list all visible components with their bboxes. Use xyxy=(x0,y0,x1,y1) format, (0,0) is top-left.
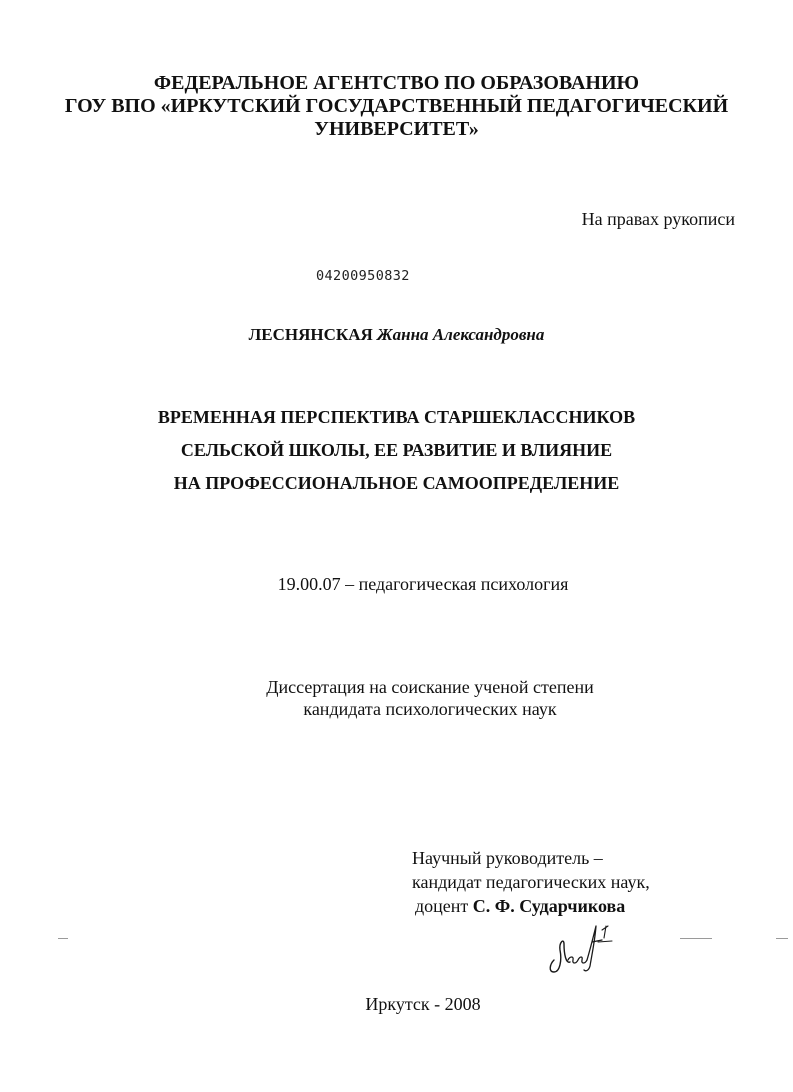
dissertation-title xyxy=(0,401,793,500)
supervisor-name: С. Ф. Сударчикова xyxy=(472,896,626,916)
title-line-2: СЕЛЬСКОЙ ШКОЛЫ, ЕЕ РАЗВИТИЕ И ВЛИЯНИЕ xyxy=(180,440,613,460)
supervisor-line-2: кандидат педагогических наук, xyxy=(412,872,650,892)
degree-line-1: Диссертация на соискание ученой степени xyxy=(266,677,594,697)
manuscript-rights-note: На правах рукописи xyxy=(581,209,735,229)
catalog-number: 04200950832 xyxy=(316,268,410,284)
title-line-1: ВРЕМЕННАЯ ПЕРСПЕКТИВА СТАРШЕКЛАССНИКОВ xyxy=(157,407,636,427)
degree-line-2: кандидата психологических наук xyxy=(303,699,557,719)
scan-artifact-edge xyxy=(776,938,788,939)
organization-line-3: УНИВЕРСИТЕТ» xyxy=(314,118,479,140)
specialty-code: 19.00.07 – педагогическая психология xyxy=(277,574,569,594)
scan-artifact-left xyxy=(58,938,68,939)
organization-line-1: ФЕДЕРАЛЬНОЕ АГЕНТСТВО ПО ОБРАЗОВАНИЮ xyxy=(153,72,640,94)
degree-statement xyxy=(0,676,793,720)
supervisor-line-3 xyxy=(412,894,650,918)
author-name xyxy=(0,325,793,345)
scan-artifact-right xyxy=(680,938,712,939)
supervisor-block xyxy=(412,846,650,918)
title-line-3: НА ПРОФЕССИОНАЛЬНОЕ САМООПРЕДЕЛЕНИЕ xyxy=(173,473,620,493)
author-given-names: Жанна Александровна xyxy=(377,325,545,344)
supervisor-title: доцент xyxy=(415,896,469,916)
author-surname: ЛЕСНЯНСКАЯ xyxy=(248,325,373,344)
handwritten-signature xyxy=(540,920,620,980)
supervisor-line-1: Научный руководитель – xyxy=(412,848,603,868)
organization-header xyxy=(0,72,793,141)
organization-line-2: ГОУ ВПО «ИРКУТСКИЙ ГОСУДАРСТВЕННЫЙ ПЕДАГОГИЧЕСКИЙ xyxy=(64,95,729,117)
city-year: Иркутск - 2008 xyxy=(365,994,481,1014)
